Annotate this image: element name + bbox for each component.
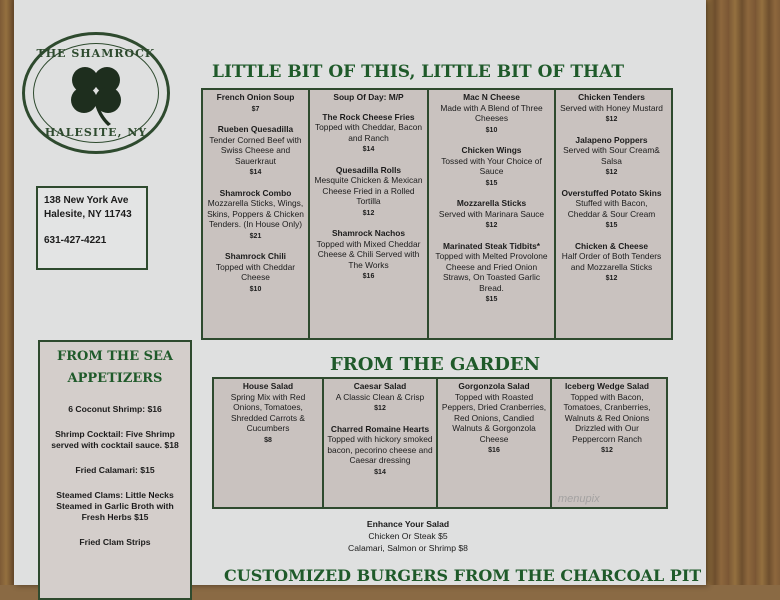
item-name: Shamrock Chili [225, 251, 286, 261]
enhance-line1: Chicken Or Steak $5 [368, 531, 448, 541]
item-price: $12 [605, 169, 618, 176]
menu-item [432, 145, 551, 189]
item-desc: Half Order of Both Tenders and Mozzarella Sticks [561, 251, 662, 272]
item-desc: Topped with Mixed Cheddar Cheese & Chili Served with The Works [316, 238, 421, 270]
item-price: $10 [249, 285, 262, 293]
item-name: Quesadilla Rolls [335, 164, 402, 175]
menu-item [206, 188, 305, 243]
section-title-burgers: CUSTOMIZED BURGERS FROM THE CHARCOAL PIT [224, 566, 702, 585]
item-price: $16 [488, 447, 500, 454]
item-name: Gorgonzola Salad [458, 381, 530, 391]
item-desc: Mozzarella Sticks, Wings, Skins, Poppers & Chicken Tenders. (In House Only) [207, 198, 304, 229]
item-name: Chicken & Cheese [574, 240, 649, 251]
item-desc: Tender Corned Beef with Swiss Cheese and Sauerkraut [209, 134, 302, 166]
sea-appetizers-box [38, 340, 192, 600]
menu-item [432, 92, 551, 136]
salads-column [552, 379, 662, 507]
sea-item: Fried Calamari: $15 [75, 465, 155, 475]
item-name: Shamrock Combo [219, 187, 292, 198]
item-name: Rueben Quesadilla [217, 124, 294, 134]
salads-column [438, 379, 552, 507]
item-desc: Topped with Melted Provolone Cheese and Fried Onion Straws, On Toasted Garlic Bread. [435, 251, 548, 293]
item-price: $12 [605, 275, 618, 282]
menu-item [206, 251, 305, 295]
item-desc: Made with A Blend of Three Cheeses [440, 102, 543, 123]
sea-item: Shrimp Cocktail: Five Shrimp served with cocktail sauce. $18 [51, 429, 179, 450]
item-name: Soup Of Day: M/P [333, 92, 404, 102]
item-price: $12 [485, 222, 498, 229]
apps-grid [201, 88, 673, 340]
watermark: menupix [558, 493, 600, 505]
item-name: The Rock Cheese Fries [322, 111, 415, 122]
item-desc: Mesquite Chicken & Mexican Cheese Fried in a Rolled Tortilla [314, 175, 423, 206]
enhance-salad [322, 518, 494, 554]
item-price: $7 [251, 105, 260, 113]
menu-item [559, 92, 664, 126]
section-title-apps: LITTLE BIT OF THIS, LITTLE BIT OF THAT [212, 62, 625, 82]
enhance-title: Enhance Your Salad [366, 519, 450, 529]
item-name: Charred Romaine Hearts [330, 423, 430, 434]
menu-item [555, 381, 659, 457]
item-name: Mac N Cheese [463, 92, 520, 102]
item-name: House Salad [242, 381, 294, 391]
item-name: Jalapeno Poppers [575, 134, 648, 145]
street: 138 New York Ave [44, 195, 129, 206]
menu-item [559, 241, 664, 285]
menu-item [327, 424, 433, 479]
salads-column [214, 379, 324, 507]
item-price: $21 [249, 232, 262, 240]
item-desc: Topped with Bacon, Tomatoes, Cranberries, Walnuts & Red Onions Drizzled with Our Peppercorn Ranch [563, 391, 651, 444]
item-name: Overstuffed Potato Skins [561, 187, 662, 198]
menu-item [206, 92, 305, 115]
salad-grid [212, 377, 668, 509]
item-price: $14 [362, 146, 375, 153]
item-name: French Onion Soup [216, 92, 295, 102]
menu-item [432, 198, 551, 232]
item-price: $15 [485, 296, 498, 303]
item-price: $16 [362, 273, 375, 280]
item-desc: Spring Mix with Red Onions, Tomatoes, Shredded Carrots & Cucumbers [230, 391, 306, 433]
menu-item [313, 228, 424, 283]
sea-item: Steamed Clams: Little Necks Steamed in Garlic Broth with Fresh Herbs $15 [56, 490, 174, 522]
item-desc: Topped with Cheddar Cheese [215, 261, 296, 282]
menu-item [432, 241, 551, 306]
apps-column [203, 90, 310, 338]
section-title-garden: FROM THE GARDEN [330, 354, 541, 375]
item-price: $15 [485, 179, 498, 187]
sea-item: 6 Coconut Shrimp: $16 [68, 404, 162, 414]
item-name: Marinated Steak Tidbits* [442, 240, 541, 251]
item-desc: Stuffed with Bacon, Cheddar & Sour Cream [567, 198, 656, 219]
item-name: Shamrock Nachos [331, 228, 406, 238]
item-name: Mozzarella Sticks [456, 198, 527, 208]
item-price: $8 [264, 436, 272, 444]
logo-town: HALESITE, NY [44, 126, 148, 139]
menu-item [313, 112, 424, 156]
item-price: $12 [601, 447, 613, 454]
item-desc: Topped with hickory smoked bacon, pecorino cheese and Caesar dressing [327, 434, 433, 465]
menu-item [313, 92, 424, 103]
item-price: $14 [374, 468, 386, 476]
apps-column [556, 90, 667, 338]
item-desc: Served with Marinara Sauce [438, 208, 545, 219]
item-price: $12 [374, 405, 386, 412]
menu-item [327, 381, 433, 415]
item-name: Iceberg Wedge Salad [564, 381, 650, 391]
logo-name: THE SHAMROCK [36, 47, 156, 60]
sea-item: Fried Clam Strips [79, 537, 151, 547]
item-name: Caesar Salad [353, 381, 407, 391]
item-desc: Topped with Roasted Peppers, Dried Cranberries, Red Onions, Candied Walnuts & Gorgonzola Cheese [441, 391, 547, 444]
salads-column [324, 379, 438, 507]
item-name: Chicken Tenders [578, 92, 645, 102]
menu-item [313, 165, 424, 220]
menu-item [559, 188, 664, 232]
city: Halesite, NY 11743 [44, 209, 132, 220]
menu-item [559, 135, 664, 179]
menu-item [441, 381, 547, 457]
sea-title: FROM THE SEA [56, 349, 174, 364]
enhance-line2: Calamari, Salmon or Shrimp $8 [348, 543, 468, 553]
item-desc: Served with Honey Mustard [560, 102, 663, 113]
clover-icon [61, 58, 131, 128]
item-desc: A Classic Clean & Crisp [335, 391, 425, 402]
item-desc: Topped with Cheddar, Bacon and Ranch [314, 122, 423, 143]
item-price: $10 [485, 126, 498, 134]
item-price: $12 [605, 116, 618, 123]
address-box [36, 186, 148, 270]
sea-subtitle: APPETIZERS [67, 371, 163, 386]
item-price: $15 [605, 222, 618, 229]
apps-column [429, 90, 556, 338]
menu-item [206, 124, 305, 179]
phone: 631-427-4221 [44, 235, 107, 246]
item-price: $14 [249, 169, 262, 176]
menu-item [217, 381, 319, 446]
apps-column [310, 90, 429, 338]
item-desc: Tossed with Your Choice of Sauce [441, 155, 542, 176]
item-name: Chicken Wings [461, 145, 522, 155]
shamrock-logo [22, 32, 170, 154]
item-desc: Served with Sour Cream& Salsa [563, 145, 660, 166]
item-price: $12 [362, 209, 375, 217]
